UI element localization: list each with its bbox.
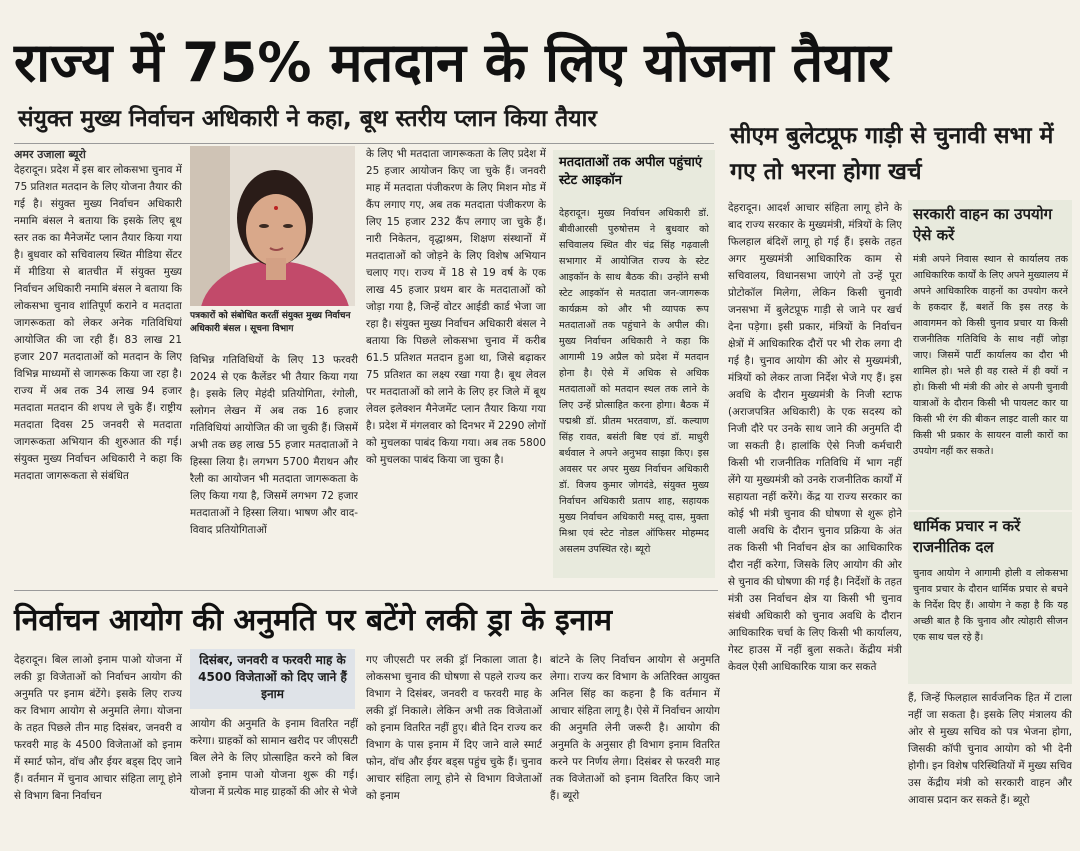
state-icon-appeal-box	[553, 150, 715, 578]
lucky-draw-headline: निर्वाचन आयोग की अनुमति पर बटेंगे लकी ड्रा के इनाम	[14, 603, 613, 638]
winners-highlight-box	[190, 649, 355, 709]
divider	[14, 590, 718, 591]
photo-caption: पत्रकारों को संबोधित करतीं संयुक्त मुख्य निर्वाचन अधिकारी बंसल । सूचना विभाग	[190, 311, 351, 334]
box-text: चुनाव आयोग ने आगामी होली व लोकसभा चुनाव प्रचार के दौरान धार्मिक प्रचार से बचने के निर्देश दिए हैं। आयोग ने कहा है कि यह अच्छी बात है कि चुनाव और त्योहारी सीजन एक साथ चल रहे हैं।	[913, 568, 1068, 643]
box-title: मतदाताओं तक अपील पहुंचाएं स्टेट आइकॉन	[559, 155, 703, 188]
article-column-far-right: हैं, जिन्हें फिलहाल सार्वजनिक हित में टाला नहीं जा सकता है। इसके लिए मंत्रालय की ओर से मुख्य सचिव को पत्र भेजना होगा, जिसकी कॉपी चुनाव आयोग को भी देनी होगी। इन विशेष परिस्थितियों में मुख्य सचिव उस केंद्रीय मंत्री को सरकारी वाहन और आवास प्रदान कर सकते हैं। ब्यूरो	[908, 692, 1072, 806]
officer-photo	[190, 146, 355, 306]
govt-vehicle-box	[908, 200, 1072, 510]
article-column-2: विभिन्न गतिविधियों के लिए 13 फरवरी 2024 से एक कैलेंडर भी तैयार किया गया है। इसके लिए मेहंदी प्रतियोगिता, रंगोली, स्लोगन लेखन में अब तक 16 हजार गतिविधियां आयोजित की जा चुकी हैं। जिसमें अभी तक छह लाख 55 हजार मतदाताओं ने हिस्सा लिया है। लगभग 5700 मैराथन और रैली का आयोजन भी मतदाता जागरूकता के लिए किया गया है, जिसमें लगभग 72 हजार मतदाताओं ने हिस्सा लिया। भाषण और वाद-विवाद प्रतियोगिताओं	[190, 354, 358, 536]
lucky-column-4: बांटने के लिए निर्वाचन आयोग से अनुमति लेगा। राज्य कर विभाग के अतिरिक्त आयुक्त अनिल सिंह का कहना है कि वर्तमान में आचार संहिता लागू है। ऐसे में निर्वाचन आयोग की अनुमति लेनी जरूरी है। आयोग की अनुमति के अनुसार ही विभाग इनाम वितरित करने पर निर्णय लेगा। दिसंबर से फरवरी माह तक विजेताओं को इनाम वितरित किए जाने हैं। ब्यूरो	[550, 654, 720, 802]
lucky-column-3: गए जीएसटी पर लकी ड्रॉ निकाला जाता है। लोकसभा चुनाव की घोषणा से पहले राज्य कर विभाग ने दिसंबर, जनवरी व फरवरी माह के लकी ड्रॉ निकाले। लेकिन अभी तक विजेताओं को इनाम वितरित नहीं हुए। बीते दिन राज्य कर विभाग के पास इनाम में दिए जाने वाले स्मार्ट फोन, वॉच और ईयर बड्स पहुंच चुके हैं। चुनाव आचार संहिता लागू होने से विभाग विजेताओं को इनाम	[366, 654, 542, 802]
main-headline: राज्य में 75% मतदान के लिए योजना तैयार	[14, 31, 891, 94]
box-title: दिसंबर, जनवरी व फरवरी माह के 4500 विजेताओं को दिए जाने हैं इनाम	[198, 653, 347, 701]
bulletproof-car-headline: सीएम बुलेटप्रूफ गाड़ी से चुनावी सभा में गए तो भरना होगा खर्च	[730, 123, 1054, 185]
religious-campaign-box	[908, 512, 1072, 684]
article-column-right: देहरादून। आदर्श आचार संहिता लागू होने के बाद राज्य सरकार के मुख्यमंत्री, मंत्रियों के लिए फिलहाल बंदिशें लागू हो गई हैं। इसके तहत अगर मुख्यमंत्री आधिकारिक काम से सचिवालय, विधानसभा जाएंगे तो उन्हें पूरा प्रोटोकॉल मिलेगा, लेकिन किसी चुनावी जनसभा में बुलेटप्रूफ गाड़ी से जाने पर खर्च देना पड़ेगा। इसी प्रकार, मंत्रियों के निर्वाचन क्षेत्रों में आधिकारिक दौरों पर भी रोक लगा दी गई है। चुनाव आयोग की ओर से मुख्यमंत्री, मंत्रियों को लेकर ताजा निर्देश भेजे गए हैं। इस अवधि के दौरान मुख्यमंत्री के निजी स्टाफ (अराजपत्रित अधिकारी) के एक सदस्य को निजी दौरे पर उनके साथ जाने की अनुमति दी जा सकती है। हालांकि ऐसे निजी कर्मचारी किसी भी राजनीतिक गतिविधि में भाग नहीं लेंगे या मुख्यमंत्री को उनके राजनीतिक कार्यों में सहायता नहीं करेंगे। केंद्र या राज्य सरकार का कोई भी मंत्री चुनाव की घोषणा से शुरू होने वाली अवधि के दौरान चुनाव प्रक्रिया के अंत तक किसी भी निर्वाचन क्षेत्र का आधिकारिक दौरा नहीं करेगा, जिसके लिए आयोग की ओर से चुनाव की घोषणा की गई है। निर्देशों के तहत मंत्री उस निर्वाचन क्षेत्र या किसी भी चुनाव संबंधी अधिकारी को चुनाव अवधि के दौरान आधिकारिक चर्चा के लिए किसी भी कार्यालय, गेस्ट हाउस में नहीं बुला सकते। केंद्रीय मंत्री केवल ऐसी आधिकारिक यात्रा कर सकते	[728, 202, 902, 673]
lucky-column-2: आयोग की अनुमति के इनाम वितरित नहीं करेगा। ग्राहकों को सामान खरीद पर जीएसटी बिल लेने के लिए प्रोत्साहित करने को बिल लाओ इनाम पाओ योजना शुरू की गई। योजना में प्रत्येक माह ग्राहकों की ओर से भेजे	[190, 718, 358, 798]
article-column-3: के लिए भी मतदाता जागरूकता के लिए प्रदेश में 25 हजार आयोजन किए जा चुके हैं। जनवरी माह में मतदाता पंजीकरण के लिए मिशन मोड में कैंप लगाए गए, अब तक मतदाता पंजीकरण के लिए 15 हजार 232 कैंप लगाए जा चुके हैं। नारी निकेतन, वृद्धाश्रम, शिक्षण संस्थानों में मतदाताओं को जोड़ने के लिए विशेष अभियान चलाए गए। राज्य में 18 से 19 वर्ष के एक लाख 45 हजार प्रथम बार के मतदाताओं को जोड़ा गया है, जिन्हें वोटर आईडी कार्ड भेजा जा रहा है। संयुक्त मुख्य निर्वाचन अधिकारी बंसल ने बताया कि पिछले लोकसभा चुनाव में करीब 61.5 प्रतिशत मतदान हुआ था, जिसे बढ़ाकर 75 प्रतिशत का लक्ष्य रखा गया है। बूथ लेवल पर मतदाताओं को लाने के लिए हर जिले में बूथ लेवल इलेक्शन मैनेजमेंट प्लान तैयार किया गया है। प्रदेश में मंगलवार को दिनभर में 2290 लोगों को मुचलका पाबंद किया गया। अब तक 5800 को मुचलका पाबंद किया जा चुका है।	[366, 148, 546, 466]
divider	[14, 143, 714, 144]
byline: अमर उजाला ब्यूरो	[14, 148, 86, 161]
box-title: धार्मिक प्रचार न करें राजनीतिक दल	[913, 517, 1021, 556]
box-text: मंत्री अपने निवास स्थान से कार्यालय तक आधिकारिक कार्यों के लिए अपने मुख्यालय में अपने आधिकारिक वाहनों का उपयोग करने के हकदार हैं, बशर्ते कि इस तरह के आवागमन को किसी चुनाव प्रचार या किसी राजनीतिक गतिविधि के साथ नहीं जोड़ा जाए। जिसमें पार्टी कार्यालय का दौरा भी शामिल हो। भले ही वह रास्ते में ही क्यों न हो। किसी भी मंत्री की ओर से अपनी चुनावी यात्राओं के दौरान किसी भी पायलट कार या किसी भी रंग की बीकन लाइट वाली कार या किसी भी प्रकार के सायरन वाली कारों का उपयोग नहीं कर सकते।	[913, 254, 1068, 457]
sub-headline: संयुक्त मुख्य निर्वाचन अधिकारी ने कहा, बूथ स्तरीय प्लान किया तैयार	[18, 106, 597, 132]
box-title: सरकारी वाहन का उपयोग ऐसे करें	[913, 205, 1053, 244]
lucky-column-1: देहरादून। बिल लाओ इनाम पाओ योजना में लकी ड्रा विजेताओं को निर्वाचन आयोग की अनुमति पर इनाम बंटेंगे। इसके लिए राज्य कर विभाग आयोग से अनुमति लेगा। योजना के तहत पिछले तीन माह दिसंबर, जनवरी व फरवरी माह के 4500 विजेताओं को इनाम में स्मार्ट फोन, वॉच और ईयर बड्स दिए जाने हैं। वर्तमान में चुनाव आचार संहिता लागू होने से विभाग बिना निर्वाचन	[14, 654, 182, 802]
article-column-1: देहरादून। प्रदेश में इस बार लोकसभा चुनाव में 75 प्रतिशत मतदान के लिए योजना तैयार की गई है। संयुक्त मुख्य निर्वाचन अधिकारी नमामि बंसल ने बताया कि इसके लिए बूथ स्तर तक का मैनेजमेंट प्लान तैयार किया गया है। बुधवार को सचिवालय स्थित मीडिया सेंटर में मीडिया से बातचीत में संयुक्त मुख्य निर्वाचन अधिकारी नमामि बंसल ने बताया कि लोकसभा चुनाव शांतिपूर्ण कराने व मतदाता जागरूकता को लेकर अनेक गतिविधियां आयोजित की जा रही हैं। 83 लाख 21 हजार 207 मतदाताओं को मतदान के लिए विभिन्न माध्यमों से जागरूक किया जा रहा है। राज्य में अब तक 34 लाख 94 हजार मतदाता मतदान की शपथ ले चुके हैं। राष्ट्रीय मतदाता दिवस 25 जनवरी से मतदाता जागरूकता अभियान की शुरुआत की गई। संयुक्त मुख्य निर्वाचन अधिकारी ने कहा कि मतदाता जागरूकता से संबंधित	[14, 164, 182, 482]
box-text: देहरादून। मुख्य निर्वाचन अधिकारी डॉ. बीवीआरसी पुरुषोत्तम ने बुधवार को सचिवालय स्थित वीर चंद्र सिंह गढ़वाली सभागार में आयोजित राज्य के स्टेट आइकॉन के साथ बैठक की। उन्होंने सभी स्टेट आइकॉन से मतदाता जन-जागरूक कार्यक्रम को और भी व्यापक रूप मतदाताओं तक पहुंचाने के अपील की। मुख्य निर्वाचन अधिकारी ने कहा कि आगामी 19 अप्रैल को प्रदेश में मतदान होना है। ऐसे में अधिक से अधिक मतदाताओं को मतदान स्थल तक लाने के लिए उन्हें प्रोत्साहित करना होगा। बैठक में पद्मश्री डॉ. प्रीतम भरतवाण, डॉ. कल्याण सिंह रावत, बसंती बिष्ट एवं डॉ. माधुरी बर्थवाल ने अपने अनुभव साझा किए। इस अवसर पर अपर मुख्य निर्वाचन अधिकारी डॉ. विजय कुमार जोगदंडे, संयुक्त मुख्य निर्वाचन अधिकारी प्रताप शाह, सहायक मुख्य निर्वाचन अधिकारी मस्तू दास, मुक्ता मिश्रा एवं स्टेट नोडल ऑफिसर मोहम्मद असलम उपस्थित रहे। ब्यूरो	[559, 208, 709, 555]
